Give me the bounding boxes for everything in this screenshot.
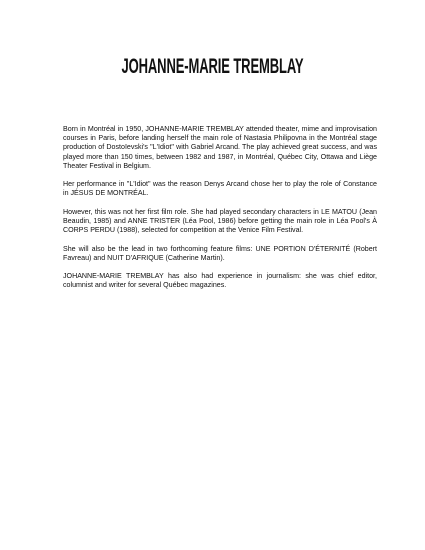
paragraph-forthcoming-films: She will also be the lead in two forthcoming feature films: UNE PORTION D'ÉTERNITÉ (Robert Favreau) and NUIT D'AFRIQUE (Catherine Martin). [63,244,377,262]
paragraph-journalism: JOHANNE-MARIE TREMBLAY has also had experience in journalism: she was chief editor, columnist and writer for several Québec magazines. [63,272,377,290]
paragraph-jesus-de-montreal: Her performance in "L'Idiot" was the reason Denys Arcand chose her to play the role of Constance in JÉSUS DE MONTRÉAL. [63,180,377,198]
paragraph-early-career: Born in Montréal in 1950, JOHANNE-MARIE TREMBLAY attended theater, mime and improvisation courses in Paris, before landing herself the main role of Nastasia Philipovna in the Montréal stage production of Dostoïevski's "L'Idiot" with Gabriel Arcand. The play achieved great success, and was played more than 150 times, between 1982 and 1987, in Montréal, Québec City, Ottawa and Liège Theater Festival in Belgium. [63,125,377,170]
biography-body [63,125,377,300]
page-title: JOHANNE-MARIE TREMBLAY [121,55,304,78]
paragraph-film-roles: However, this was not her first film role. She had played secondary characters in LE MATOU (Jean Beaudin, 1985) and ANNE TRISTER (Léa Pool, 1986) before getting the main role in Léa Pool's À CORPS PERDU (1988), selected for competition at the Venice Film Festival. [63,207,377,235]
